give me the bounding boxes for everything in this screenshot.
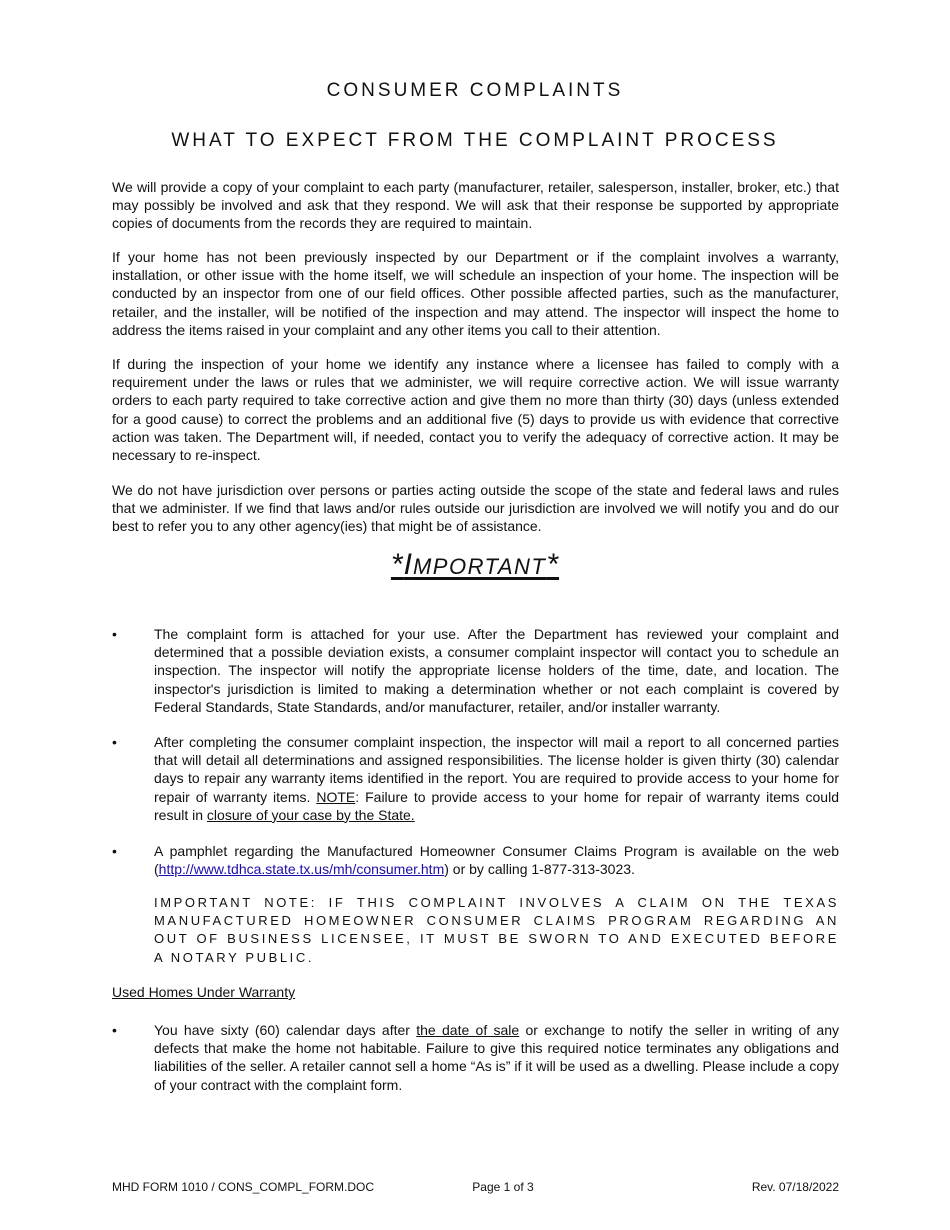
bullet-text (154, 733, 839, 824)
footer-page-number: Page 1 of 3 (472, 1180, 534, 1194)
bullet-text-part: ) or by calling 1-877-313-3023. (444, 861, 635, 878)
bullet-text (154, 1021, 839, 1094)
bullet-text: The complaint form is attached for your use. After the Department has reviewed your complaint and determined that a possible deviation exists, a consumer complaint inspector will contact you to schedule an inspection. The inspector will notify the appropriate license holders of the time, date, and location. The inspector's jurisdiction is limited to making a determination whether or not each complaint is covered by Federal Standards, State Standards, and/or manufacturer, retailer, and/or installer warranty. (154, 626, 839, 715)
bullet-item-used-homes (112, 1021, 839, 1094)
bullet-icon: • (112, 843, 117, 859)
closure-text: closure of your case by the State. (206, 806, 415, 823)
footer-revision-date: Rev. 07/18/2022 (751, 1180, 839, 1194)
footer-form-id: MHD FORM 1010 / CONS_COMPL_FORM.DOC (112, 1180, 375, 1194)
bullet-icon: • (112, 626, 117, 642)
bullet-text-part: A pamphlet regarding the Manufactured Homeowner Consumer Claims Program is available on the web ( (154, 843, 839, 878)
important-star-left: * (390, 548, 404, 581)
page-subtitle: WHAT TO EXPECT FROM THE COMPLAINT PROCESS (171, 130, 779, 151)
important-rest: MPORTANT (412, 554, 547, 579)
bullet-text (154, 842, 839, 878)
notary-notice: IMPORTANT NOTE: IF THIS COMPLAINT INVOLVES A CLAIM ON THE TEXAS MANUFACTURED HOMEOWNER CONSUMER CLAIMS PROGRAM REGARDING AN OUT OF BUSINESS LICENSEE, IT MUST BE SWORN TO AND EXECUTED BEFORE A NOTARY PUBLIC. (154, 895, 839, 965)
important-first-letter: I (403, 548, 413, 581)
bullet-text-part: or exchange to notify the seller in writing of any defects that make the home not habitable. Failure to give this required notice terminates any obligations and liabilities of the seller. A retailer cannot sell a home “As is” if it will be used as a dwelling. Please include a copy of your contract with the complaint form. (154, 1022, 839, 1093)
bullet-item-inspection-report (112, 733, 839, 824)
bullet-item-complaint-form (112, 625, 839, 716)
bullet-icon: • (112, 1022, 117, 1038)
date-of-sale-text: the date of sale (416, 1022, 520, 1038)
page-title: CONSUMER COMPLAINTS (326, 80, 624, 101)
consumer-claims-link[interactable]: http://www.tdhca.state.tx.us/mh/consumer.htm (158, 861, 445, 878)
paragraph-corrective-action: If during the inspection of your home we identify any instance where a licensee has failed to comply with a requirement under the laws or rules that we administer, we will require corrective action. We will issue warranty orders to each party required to take corrective action and give them no more than thirty (30) days (unless extended for a good cause) to correct the problems and an additional five (5) days to provide us with evidence that corrective action was taken. The Department will, if needed, contact you to verify the adequacy of corrective action. It may be necessary to re-inspect. (112, 356, 839, 464)
note-label: NOTE (316, 788, 356, 805)
section-heading-used-homes: Used Homes Under Warranty (112, 984, 296, 1000)
paragraph-copy-of-complaint: We will provide a copy of your complaint to each party (manufacturer, retailer, salesperson, installer, broker, etc.) that may possibly be involved and ask that they respond. We will ask that their response be supported by appropriate copies of documents from the records they are required to maintain. (112, 179, 839, 232)
bullet-icon: • (112, 734, 117, 750)
bullet-text-part: : Failure to provide access to your home for repair of warranty items could result in (154, 788, 839, 823)
bullet-text-part: After completing the consumer complaint inspection, the inspector will mail a report to all concerned parties that will detail all determinations and assigned responsibilities. The license holder is given thirty (30) calendar days to repair any warranty items identified in the report. You are required to provide access to your home for repair of warranty items. (154, 734, 839, 805)
important-star-right: * (546, 548, 560, 581)
paragraph-jurisdiction: We do not have jurisdiction over persons or parties acting outside the scope of the state and federal laws and rules that we administer. If we find that laws and/or rules outside our jurisdiction are involved we will notify you and do our best to refer you to any other agency(ies) that might be of assistance. (112, 482, 839, 535)
bullet-item-pamphlet (112, 842, 839, 878)
bullet-text-part: You have sixty (60) calendar days after (154, 1022, 417, 1038)
important-heading (0, 548, 950, 582)
paragraph-inspection: If your home has not been previously inspected by our Department or if the complaint involves a warranty, installation, or other issue with the home itself, we will schedule an inspection of your home. The inspection will be conducted by an inspector from one of our field offices. Other possible affected parties, such as the manufacturer, retailer, and the installer, will be notified of the inspection and may attend. The inspector will inspect the home to address the items raised in your complaint and any other items you call to their attention. (112, 249, 839, 338)
